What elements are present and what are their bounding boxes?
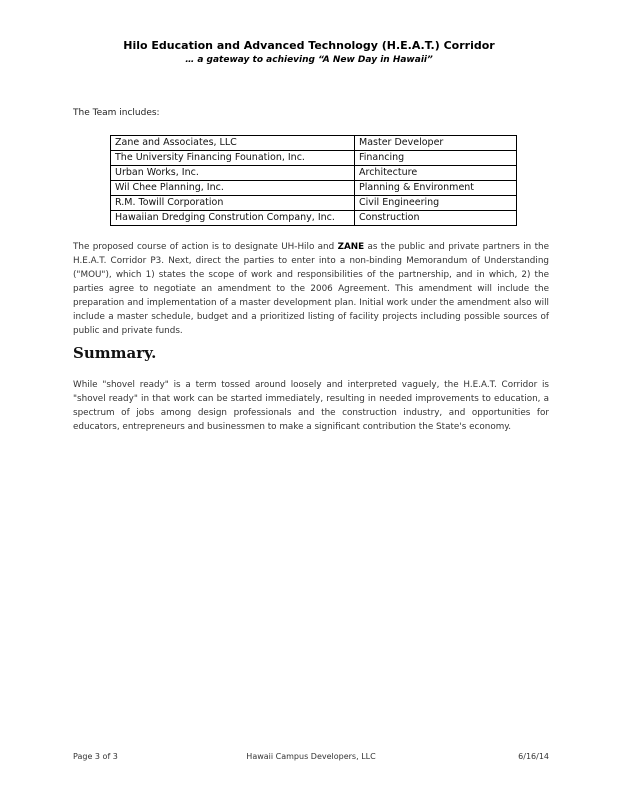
role-cell: Financing bbox=[355, 151, 517, 166]
footer-company: Hawaii Campus Developers, LLC bbox=[246, 752, 376, 761]
table-row bbox=[111, 136, 517, 151]
table-row bbox=[111, 151, 517, 166]
page-footer bbox=[73, 752, 549, 764]
firm-cell: Wil Chee Planning, Inc. bbox=[111, 181, 355, 196]
firm-cell: The University Financing Founation, Inc. bbox=[111, 151, 355, 166]
role-cell: Civil Engineering bbox=[355, 196, 517, 211]
firm-cell: Zane and Associates, LLC bbox=[111, 136, 355, 151]
role-cell: Planning & Environment bbox=[355, 181, 517, 196]
team-table bbox=[110, 135, 517, 226]
document-title: Hilo Education and Advanced Technology (H.E.A.T.) Corridor bbox=[123, 39, 495, 52]
table-row bbox=[111, 196, 517, 211]
paragraph-text: The proposed course of action is to designate UH-Hilo and bbox=[73, 242, 335, 252]
page-number: Page 3 of 3 bbox=[73, 752, 118, 761]
summary-heading: Summary. bbox=[73, 344, 157, 362]
course-of-action-paragraph bbox=[73, 240, 549, 338]
firm-cell: Urban Works, Inc. bbox=[111, 166, 355, 181]
team-intro: The Team includes: bbox=[73, 108, 160, 118]
role-cell: Master Developer bbox=[355, 136, 517, 151]
table-row bbox=[111, 181, 517, 196]
zane-bold-text: ZANE bbox=[337, 242, 365, 252]
role-cell: Construction bbox=[355, 211, 517, 226]
firm-cell: Hawaiian Dredging Constrution Company, Inc. bbox=[111, 211, 355, 226]
summary-paragraph: While "shovel ready" is a term tossed around loosely and interpreted vaguely, the H.E.A.T. Corridor is "shovel ready" in that work can be started immediately, resulting in needed improvements to education, a spectrum of jobs among design professionals and the construction industry, and opportunities for educators, entrepreneurs and businessmen to make a significant contribution the State's economy. bbox=[73, 380, 549, 432]
footer-date: 6/16/14 bbox=[518, 752, 549, 761]
paragraph-text: as the public and private partners in the H.E.A.T. Corridor P3. Next, direct the parties to enter into a non-binding Memorandum of Understanding ("MOU"), which 1) states the scope of work and responsibilities of the partnership, and in which, 2) the parties agree to negotiate an amendment to the 2006 Agreement. This amendment will include the preparation and implementation of a master development plan. Initial work under the amendment also will include a master schedule, budget and a prioritized listing of facility projects including possible sources of public and private funds. bbox=[73, 242, 550, 336]
document-subtitle: … a gateway to achieving “A New Day in Hawaii” bbox=[185, 55, 433, 65]
table-row bbox=[111, 166, 517, 181]
firm-cell: R.M. Towill Corporation bbox=[111, 196, 355, 211]
role-cell: Architecture bbox=[355, 166, 517, 181]
table-row bbox=[111, 211, 517, 226]
